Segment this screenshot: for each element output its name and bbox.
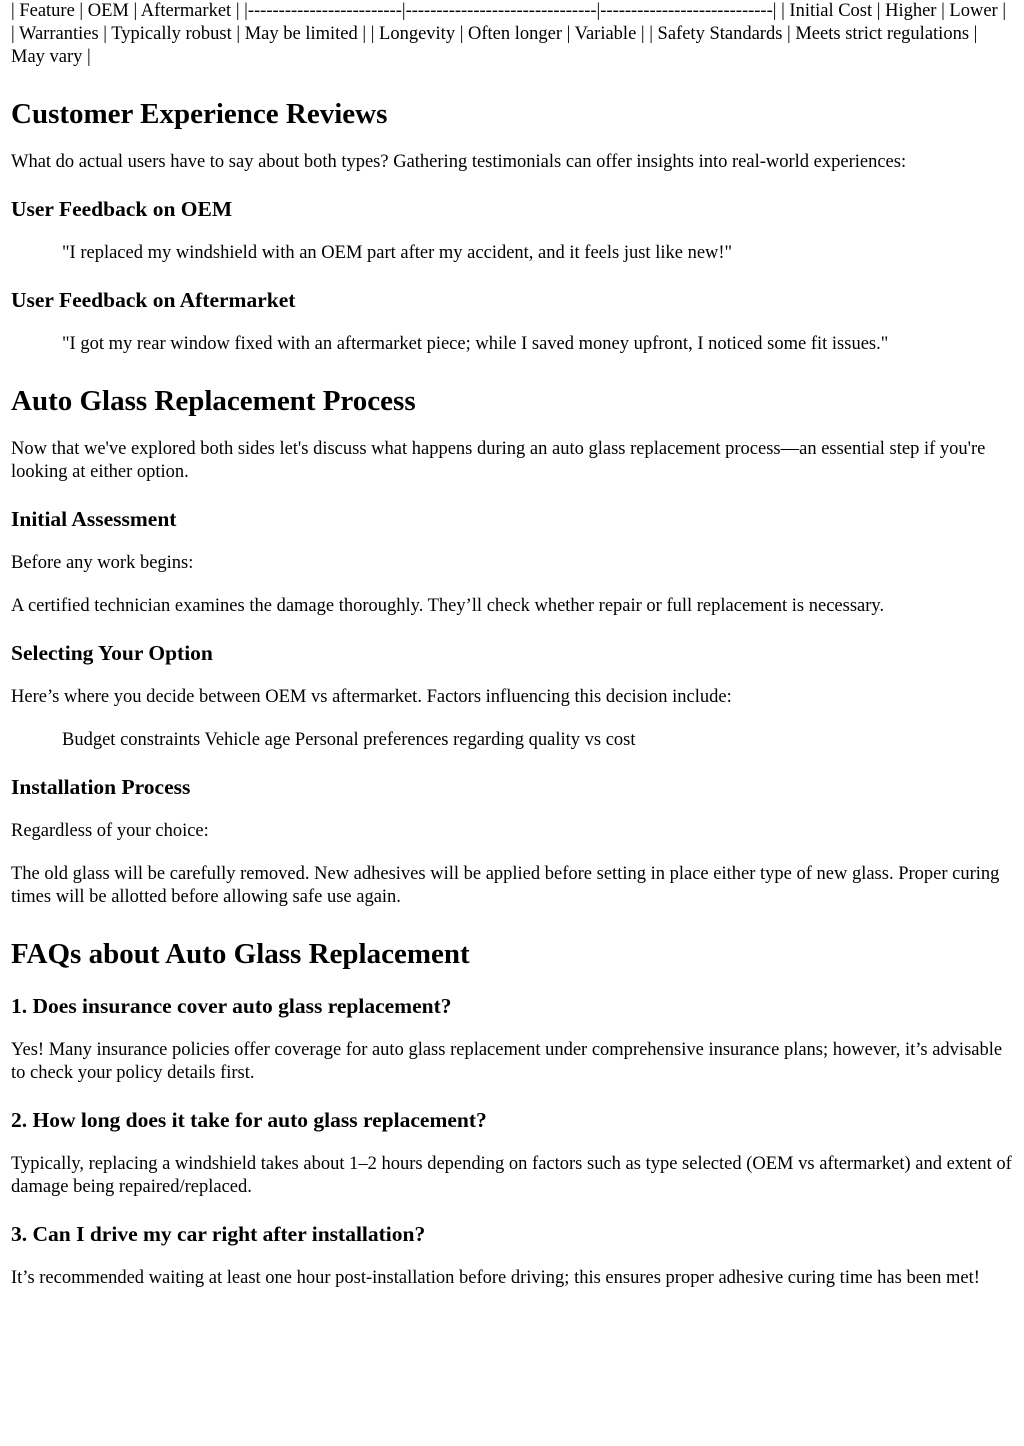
option-lead: Here’s where you decide between OEM vs aftermarket. Factors influencing this decision include:: [11, 687, 732, 707]
faq-question: 3. Can I drive my car right after installation?: [11, 1222, 426, 1246]
assessment-heading: Initial Assessment: [11, 507, 177, 531]
comparison-table-text: | Feature | OEM | Aftermarket | |-------------------------|-------------------------------|----------------------------| | Initial Cost | Higher | Lower | | Warranties | Typically robust | May be limited | | Longevity | Often longer | Variable | | Safety Standards | Meets strict regulations | May vary |: [11, 1, 1007, 67]
aftermarket-feedback-quote: "I got my rear window fixed with an aftermarket piece; while I saved money upfront, I noticed some fit issues.": [62, 334, 889, 354]
faq-question: 2. How long does it take for auto glass replacement?: [11, 1108, 487, 1132]
oem-feedback-quote: "I replaced my windshield with an OEM part after my accident, and it feels just like new!": [62, 243, 733, 263]
faqs-heading: FAQs about Auto Glass Replacement: [11, 938, 470, 970]
faq-answer: It’s recommended waiting at least one hour post-installation before driving; this ensures proper adhesive curing time has been met!: [11, 1268, 980, 1288]
option-heading: Selecting Your Option: [11, 641, 213, 665]
aftermarket-feedback-heading: User Feedback on Aftermarket: [11, 288, 296, 312]
process-intro: Now that we've explored both sides let's discuss what happens during an auto glass replacement process—an essential step if you're looking at either option.: [11, 439, 986, 482]
assessment-body: A certified technician examines the damage thoroughly. They’ll check whether repair or full replacement is necessary.: [11, 596, 885, 616]
assessment-lead: Before any work begins:: [11, 553, 194, 573]
reviews-intro: What do actual users have to say about both types? Gathering testimonials can offer insights into real-world experiences:: [11, 152, 907, 172]
reviews-heading: Customer Experience Reviews: [11, 98, 388, 130]
install-lead: Regardless of your choice:: [11, 821, 209, 841]
option-factors: Budget constraints Vehicle age Personal preferences regarding quality vs cost: [62, 730, 636, 750]
faq-answer: Yes! Many insurance policies offer coverage for auto glass replacement under comprehensive insurance plans; however, it’s advisable to check your policy details first.: [11, 1040, 1003, 1083]
install-body: The old glass will be carefully removed. New adhesives will be applied before setting in place either type of new glass. Proper curing times will be allotted before allowing safe use again.: [11, 864, 1000, 907]
oem-feedback-heading: User Feedback on OEM: [11, 197, 233, 221]
faq-question: 1. Does insurance cover auto glass replacement?: [11, 994, 452, 1018]
faq-answer: Typically, replacing a windshield takes about 1–2 hours depending on factors such as type selected (OEM vs aftermarket) and extent of damage being repaired/replaced.: [11, 1154, 1012, 1197]
install-heading: Installation Process: [11, 775, 191, 799]
process-heading: Auto Glass Replacement Process: [11, 385, 416, 417]
